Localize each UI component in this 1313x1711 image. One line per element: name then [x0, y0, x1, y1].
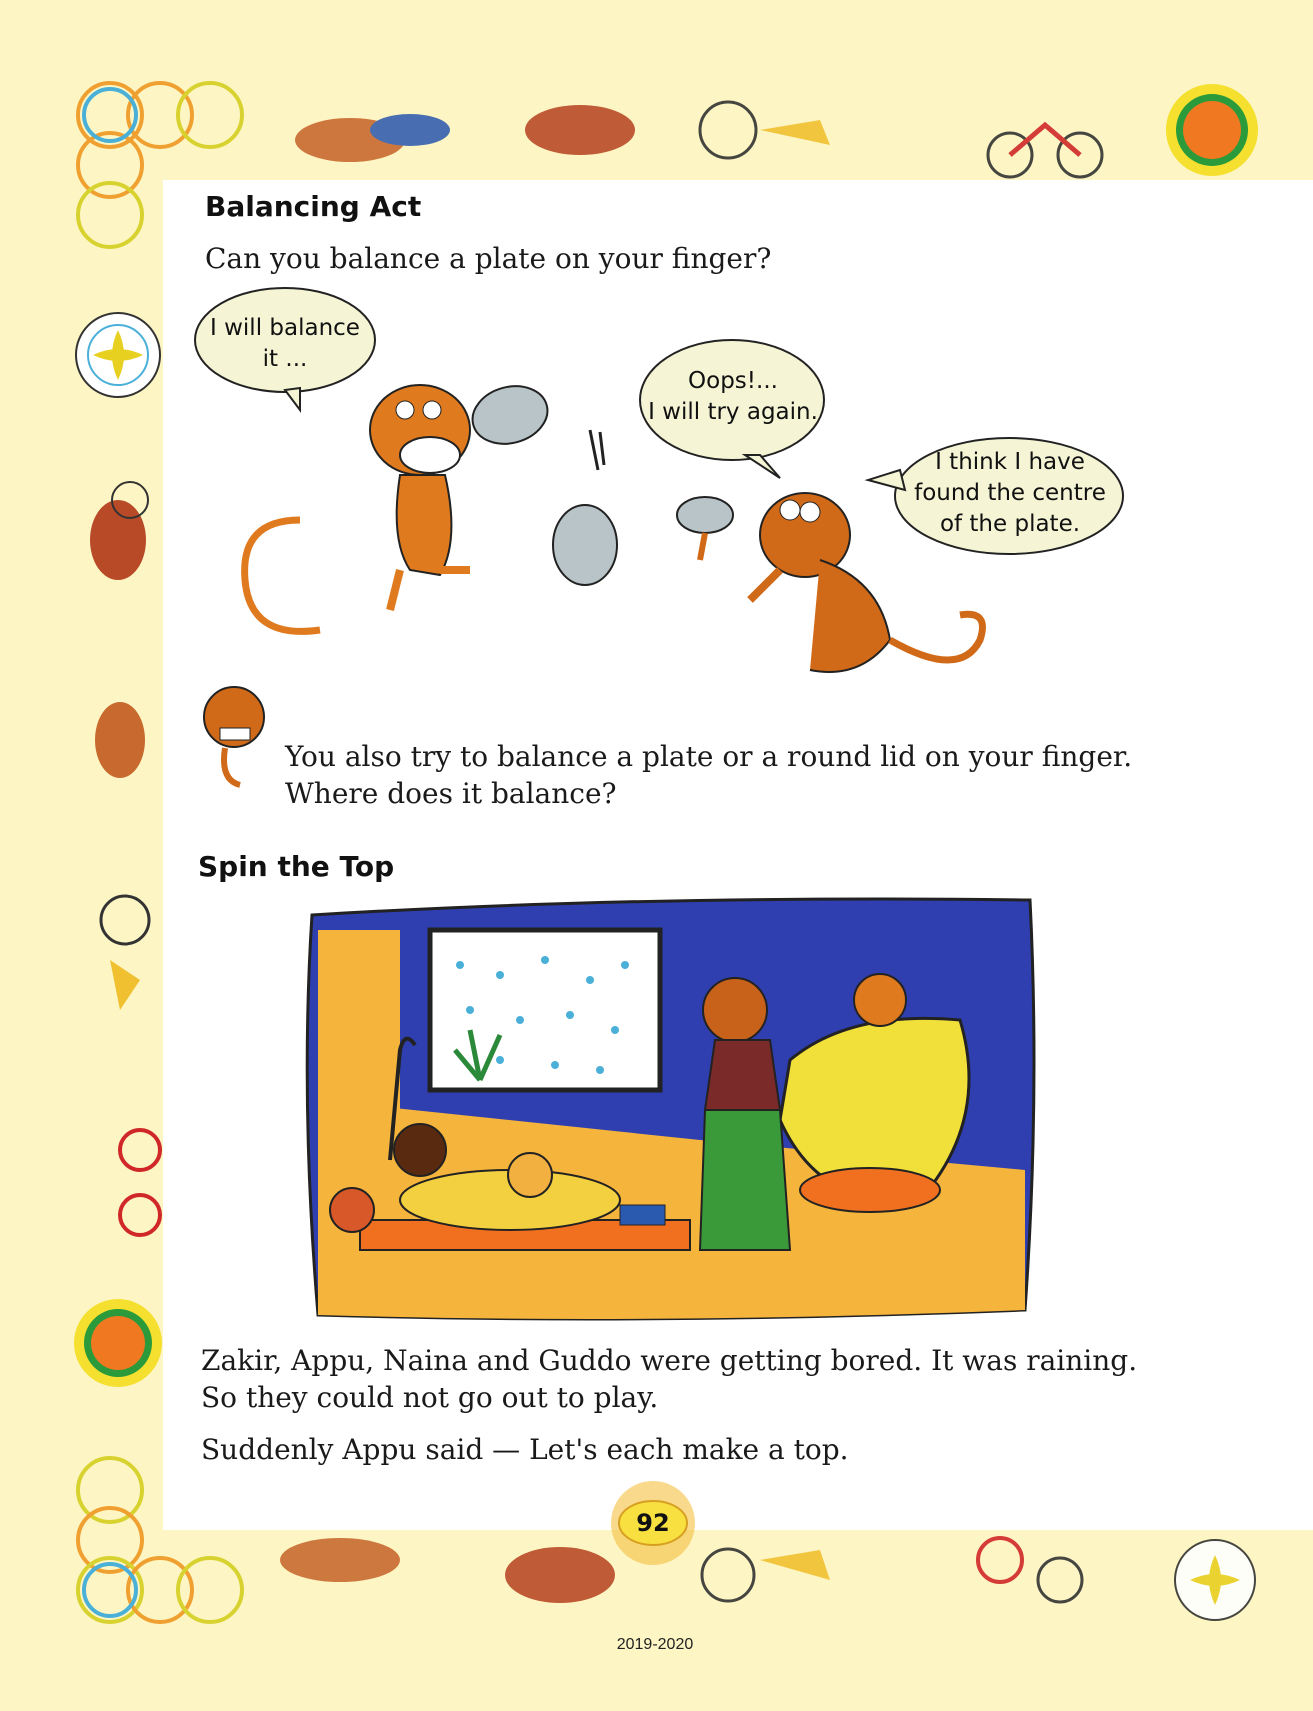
section-heading-balancing-act: Balancing Act	[205, 190, 422, 223]
activity-text: You also try to balance a plate or a round lid on your finger. Where does it balance?	[285, 740, 1133, 810]
speech-bubble-centre: I think I have found the centre of the plate.	[914, 449, 1106, 537]
footer-year: 2019-2020	[616, 1636, 694, 1653]
section-heading-spin-the-top: Spin the Top	[198, 850, 395, 883]
intro-question: Can you balance a plate on your finger?	[205, 242, 772, 275]
page-number: 92	[636, 1509, 670, 1537]
story-paragraph-1: Zakir, Appu, Naina and Guddo were getting bored. It was raining. So they could not go out to play.	[201, 1344, 1138, 1414]
speech-bubble-oops: Oops!... I will try again.	[648, 368, 818, 425]
speech-bubble-monkey-1: I will balance it ...	[210, 315, 360, 372]
story-paragraph-2: Suddenly Appu said — Let's each make a top.	[201, 1433, 849, 1466]
